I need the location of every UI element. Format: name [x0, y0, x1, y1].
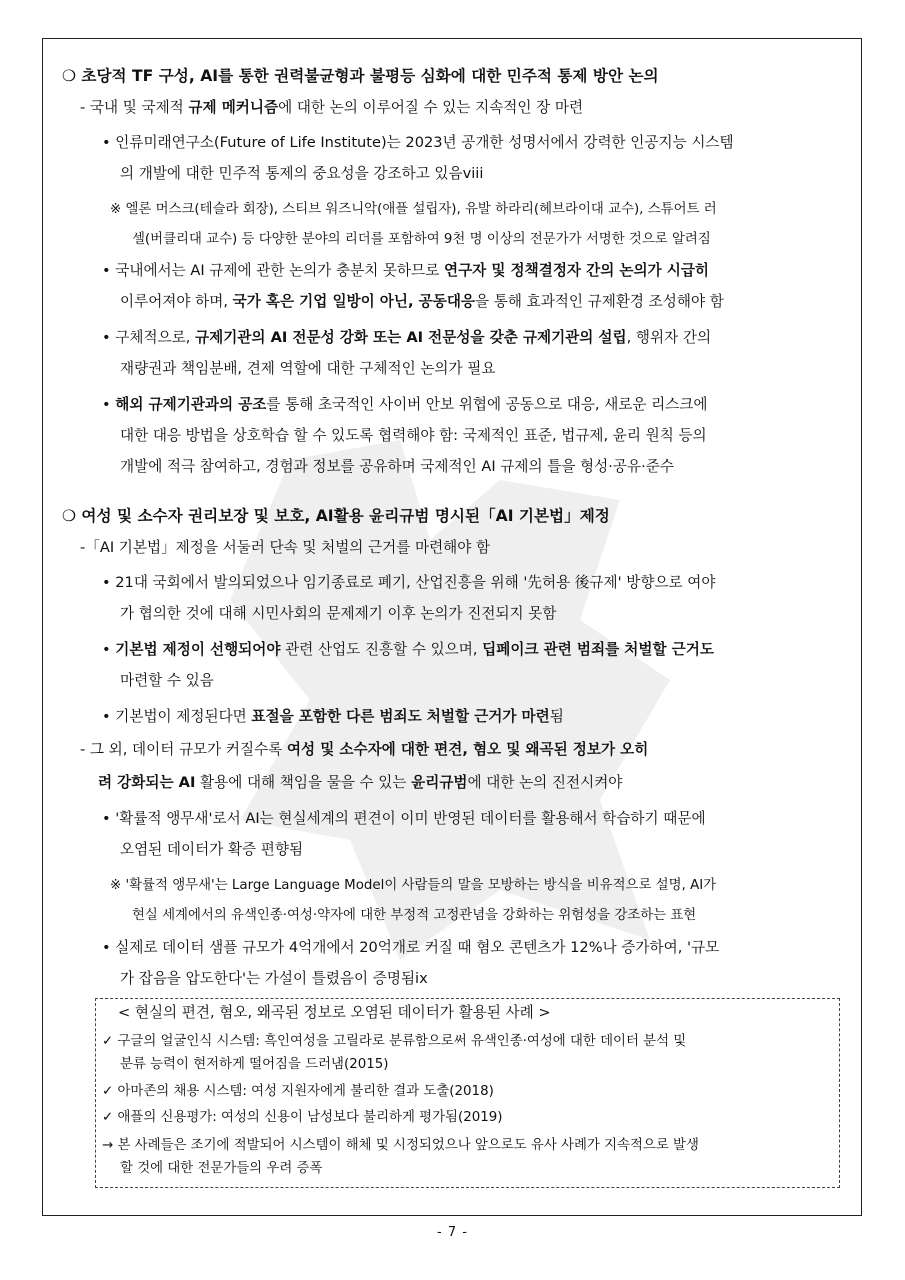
bullet-item: • '확률적 앵무새'로서 AI는 현실세계의 편견이 이미 반영된 데이터를 활용해서 학습하기 때문에: [102, 810, 706, 827]
bullet-item-cont: 개발에 적극 참여하고, 경험과 정보를 공유하며 국제적인 AI 규제의 틀을 형성·공유·준수: [120, 458, 674, 475]
note-item-cont: 셀(버클리대 교수) 등 다양한 분야의 리더를 포함하여 9천 명 이상의 전문가가 서명한 것으로 알려짐: [132, 232, 711, 247]
bullet-item: • 21대 국회에서 발의되었으나 임기종료로 폐기, 산업진흥을 위해 '先허용 後규제' 방향으로 여야: [102, 574, 716, 591]
case-conclusion-cont: 할 것에 대한 전문가들의 우려 증폭: [120, 1161, 323, 1176]
bullet-item-cont: 의 개발에 대한 민주적 통제의 중요성을 강조하고 있음viii: [120, 165, 484, 182]
bullet-item: • 기본법이 제정된다면 표절을 포함한 다른 범죄도 처벌할 근거가 마련됨: [102, 708, 564, 725]
case-conclusion: → 본 사례들은 조기에 적발되어 시스템이 해체 및 시정되었으나 앞으로도 유사 사례가 지속적으로 발생: [102, 1138, 699, 1153]
section-heading-1: ❍ 초당적 TF 구성, AI를 통한 권력불균형과 불평등 심화에 대한 민주적 통제 방안 논의: [62, 67, 659, 85]
dash-item: - 그 외, 데이터 규모가 커질수록 여성 및 소수자에 대한 편견, 혐오 및 왜곡된 정보가 오히: [80, 741, 649, 758]
bullet-item-cont: 대한 대응 방법을 상호학습 할 수 있도록 협력해야 함: 국제적인 표준, 법규제, 윤리 원칙 등의: [120, 427, 707, 444]
bullet-item-cont: 가 잡음을 압도한다'는 가설이 틀렸음이 증명됨ix: [120, 970, 428, 987]
bullet-item-cont: 마련할 수 있음: [120, 672, 214, 689]
bullet-item: • 실제로 데이터 샘플 규모가 4억개에서 20억개로 커질 때 혐오 콘텐츠가 12%나 증가하여, '규모: [102, 939, 720, 956]
case-box: [95, 998, 840, 1188]
bullet-item: • 국내에서는 AI 규제에 관한 논의가 충분치 못하므로 연구자 및 정책결정자 간의 논의가 시급히: [102, 262, 710, 279]
case-item: ✓ 구글의 얼굴인식 시스템: 흑인여성을 고릴라로 분류함으로써 유색인종·여성에 대한 데이터 분석 및: [102, 1034, 687, 1049]
dash-item-cont: 려 강화되는 AI 활용에 대해 책임을 물을 수 있는 윤리규범에 대한 논의 진전시켜야: [98, 774, 623, 791]
note-item: ※ '확률적 앵무새'는 Large Language Model이 사람들의 말을 모방하는 방식을 비유적으로 설명, AI가: [110, 878, 717, 893]
dash-item: -「AI 기본법」제정을 서둘러 단속 및 처벌의 근거를 마련해야 함: [80, 539, 491, 556]
section-heading-2: ❍ 여성 및 소수자 권리보장 및 보호, AI활용 윤리규범 명시된「AI 기본법」제정: [62, 507, 610, 525]
case-box-title: < 현실의 편견, 혐오, 왜곡된 정보로 오염된 데이터가 활용된 사례 >: [118, 1004, 551, 1021]
dash-item: - 국내 및 국제적 규제 메커니즘에 대한 논의 이루어질 수 있는 지속적인 장 마련: [80, 99, 584, 116]
note-item-cont: 현실 세계에서의 유색인종·여성·약자에 대한 부정적 고정관념을 강화하는 위험성을 강조하는 표현: [132, 908, 697, 923]
case-item-cont: 분류 능력이 현저하게 떨어짐을 드러냄(2015): [120, 1057, 389, 1072]
bullet-item-cont: 가 협의한 것에 대해 시민사회의 문제제기 이후 논의가 진전되지 못함: [120, 605, 557, 622]
bullet-item-cont: 이루어져야 하며, 국가 혹은 기업 일방이 아닌, 공동대응을 통해 효과적인 규제환경 조성해야 함: [120, 293, 724, 310]
watermark-logo: [200, 420, 720, 980]
bullet-item: • 기본법 제정이 선행되어야 관련 산업도 진흥할 수 있으며, 딥페이크 관련 범죄를 처벌할 근거도: [102, 641, 714, 658]
bullet-item: • 구체적으로, 규제기관의 AI 전문성 강화 또는 AI 전문성을 갖춘 규제기관의 설립, 행위자 간의: [102, 329, 712, 346]
case-item: ✓ 애플의 신용평가: 여성의 신용이 남성보다 불리하게 평가됨(2019): [102, 1110, 503, 1125]
bullet-item-cont: 오염된 데이터가 확증 편향됨: [120, 841, 304, 858]
bullet-item: • 인류미래연구소(Future of Life Institute)는 2023년 공개한 성명서에서 강력한 인공지능 시스템: [102, 134, 734, 151]
bullet-item: • 해외 규제기관과의 공조를 통해 초국적인 사이버 안보 위협에 공동으로 대응, 새로운 리스크에: [102, 396, 708, 413]
note-item: ※ 엘론 머스크(테슬라 회장), 스티브 워즈니악(애플 설립자), 유발 하라리(헤브라이대 교수), 스튜어트 러: [110, 202, 717, 217]
page-number: - 7 -: [437, 1225, 468, 1240]
case-item: ✓ 아마존의 채용 시스템: 여성 지원자에게 불리한 결과 도출(2018): [102, 1084, 494, 1099]
bullet-item-cont: 재량권과 책임분배, 견제 역할에 대한 구체적인 논의가 필요: [120, 360, 496, 377]
